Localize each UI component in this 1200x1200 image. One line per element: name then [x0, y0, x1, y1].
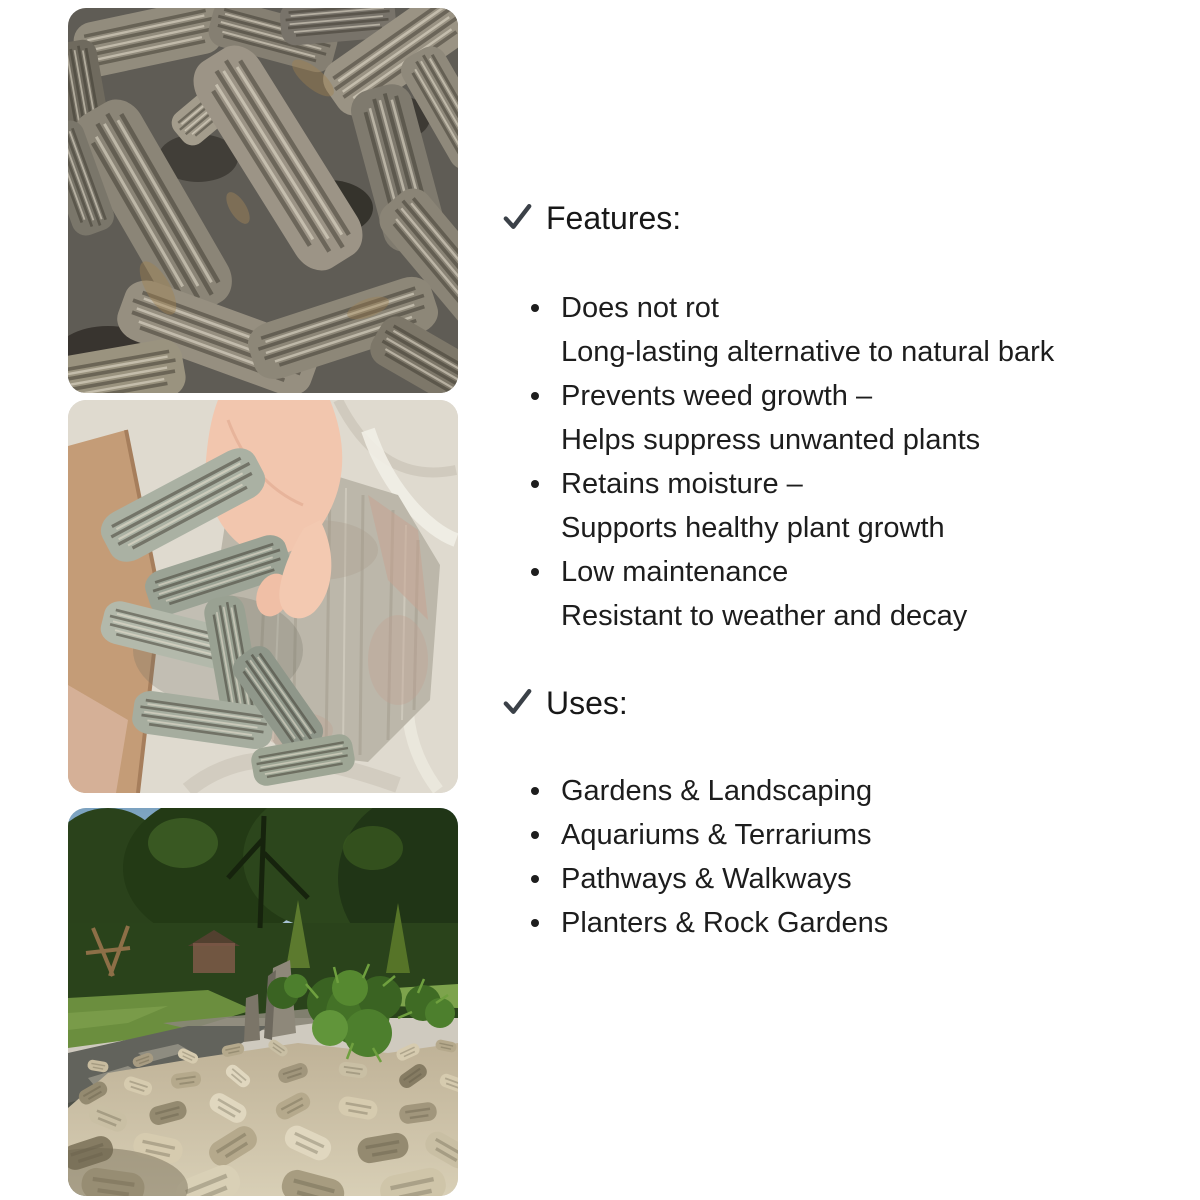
features-heading-label: Features: — [546, 200, 682, 236]
use-item: Pathways & Walkways — [531, 857, 1191, 901]
garden-scene-illustration — [68, 808, 458, 1196]
use-item: Aquariums & Terrariums — [531, 813, 1191, 857]
uses-heading — [501, 683, 628, 723]
uses-heading-label: Uses: — [546, 685, 628, 721]
feature-item — [531, 374, 1191, 462]
feature-subtitle: Resistant to weather and decay — [561, 600, 968, 632]
features-heading — [501, 198, 681, 238]
feature-title: Prevents weed growth – — [561, 380, 873, 412]
use-item: Gardens & Landscaping — [531, 769, 1191, 813]
rock-pile-illustration — [68, 8, 458, 393]
feature-title: Does not rot — [561, 292, 719, 324]
feature-item — [531, 462, 1191, 550]
feature-item — [531, 550, 1191, 638]
photo-gneiss-chippings-closeup — [68, 8, 458, 393]
feature-title: Retains moisture – — [561, 468, 803, 500]
photo-hand-holding-chippings — [68, 400, 458, 793]
photo-garden-application — [68, 808, 458, 1196]
feature-subtitle: Long-lasting alternative to natural bark — [561, 336, 1055, 368]
house — [193, 943, 235, 973]
check-icon — [501, 200, 534, 233]
feature-title: Low maintenance — [561, 556, 789, 588]
feature-subtitle: Helps suppress unwanted plants — [561, 424, 981, 456]
features-list — [531, 286, 1191, 638]
feature-subtitle: Supports healthy plant growth — [561, 512, 945, 544]
check-icon — [501, 685, 534, 718]
hand-and-stones-illustration — [68, 400, 458, 793]
use-item: Planters & Rock Gardens — [531, 901, 1191, 945]
feature-item — [531, 286, 1191, 374]
uses-list — [531, 769, 1191, 945]
